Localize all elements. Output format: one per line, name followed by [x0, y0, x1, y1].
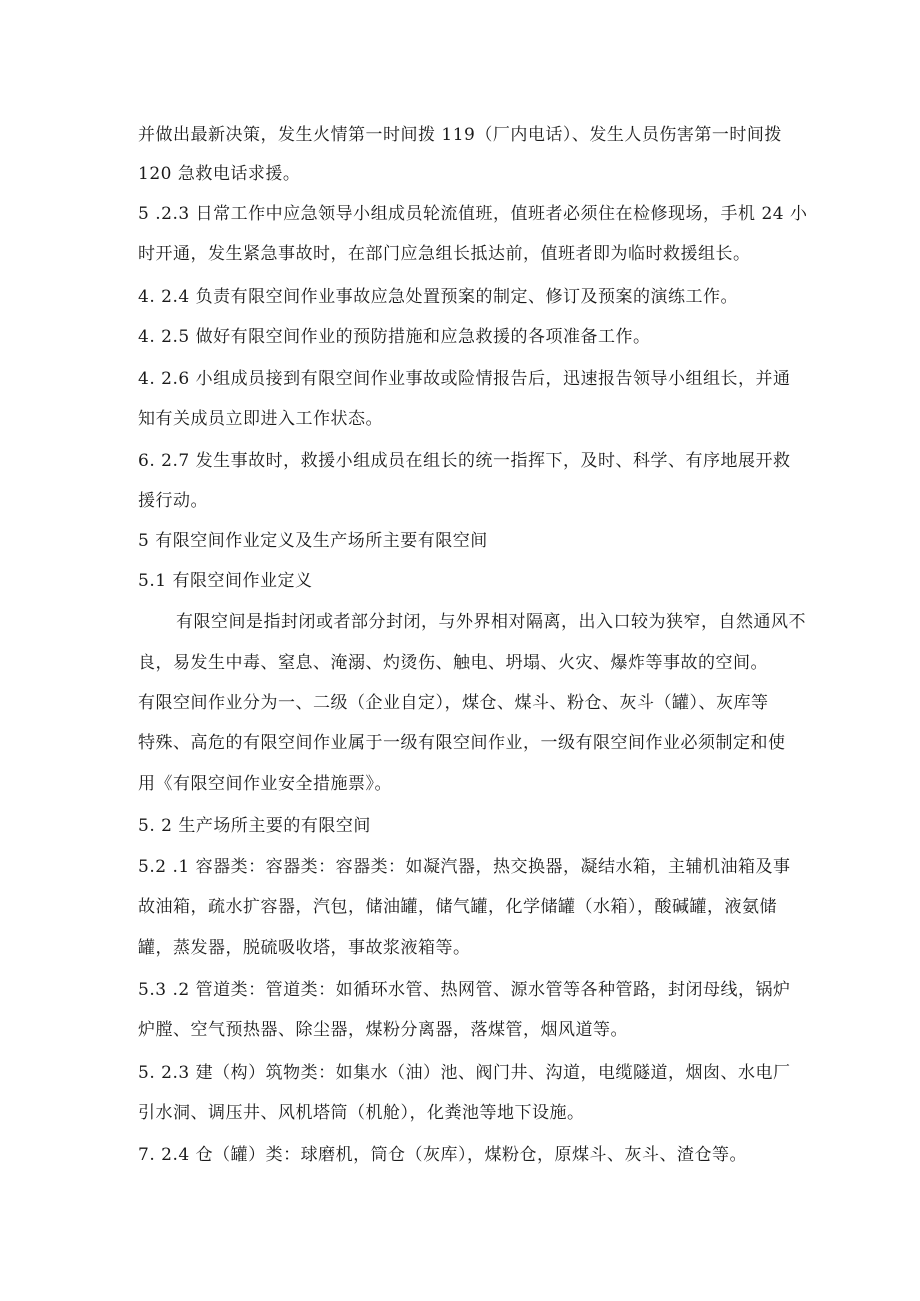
- text-line: 4. 2.4 负责有限空间作业事故应急处置预案的制定、修订及预案的演练工作。: [138, 287, 739, 307]
- text-line: 用《有限空间作业安全措施票》。: [138, 774, 392, 794]
- section-heading: 5 有限空间作业定义及生产场所主要有限空间: [138, 531, 488, 551]
- text-line: 援行动。: [138, 491, 208, 511]
- text-line: 有限空间作业分为一、二级（企业自定），煤仓、煤斗、粉仓、灰斗（罐）、灰库等: [138, 693, 769, 713]
- text-line: 5. 2.3 建（构）筑物类：如集水（油）池、阀门井、沟道，电缆隧道，烟囱、水电厂: [138, 1063, 791, 1083]
- text-line: 有限空间是指封闭或者部分封闭，与外界相对隔离，出入口较为狭窄，自然通风不: [176, 612, 806, 632]
- subsection-heading: 5.1 有限空间作业定义: [138, 571, 313, 591]
- text-line: 120 急救电话求援。: [138, 164, 301, 184]
- text-line: 特殊、高危的有限空间作业属于一级有限空间作业，一级有限空间作业必须制定和使: [138, 733, 786, 753]
- text-line: 知有关成员立即进入工作状态。: [138, 409, 383, 429]
- text-line: 4. 2.5 做好有限空间作业的预防措施和应急救援的各项准备工作。: [138, 327, 651, 347]
- text-line: 时开通，发生紧急事故时，在部门应急组长抵达前，值班者即为临时救援组长。: [138, 244, 751, 264]
- text-line: 5.2 .1 容器类：容器类：容器类：如凝汽器，热交换器，凝结水箱，主辅机油箱及事: [138, 857, 791, 877]
- text-line: 炉膛、空气预热器、除尘器，煤粉分离器，落煤管，烟风道等。: [138, 1020, 628, 1040]
- text-line: 良，易发生中毒、窒息、淹溺、灼烫伤、触电、坍塌、火灾、爆炸等事故的空间。: [138, 653, 768, 673]
- text-line: 6. 2.7 发生事故时，救援小组成员在组长的统一指挥下，及时、科学、有序地展开救: [138, 451, 791, 471]
- text-line: 5.3 .2 管道类：管道类：如循环水管、热网管、源水管等各种管路，封闭母线，锅炉: [138, 980, 791, 1000]
- text-line: 5 .2.3 日常工作中应急领导小组成员轮流值班，值班者必须住在检修现场，手机 24 小: [138, 204, 808, 224]
- text-line: 4. 2.6 小组成员接到有限空间作业事故或险情报告后，迅速报告领导小组组长，并通: [138, 369, 791, 389]
- text-line: 引水洞、调压井、风机塔筒（机舱），化粪池等地下设施。: [138, 1103, 585, 1123]
- text-line: 罐，蒸发器，脱硫吸收塔，事故浆液箱等。: [138, 938, 471, 958]
- text-line: 并做出最新决策，发生火情第一时间拨 119（厂内电话）、发生人员伤害第一时间拨: [138, 125, 782, 145]
- text-line: 7. 2.4 仓（罐）类：球磨机，筒仓（灰库），煤粉仓，原煤斗、灰斗、渣仓等。: [138, 1145, 748, 1165]
- subsection-heading: 5. 2 生产场所主要的有限空间: [138, 816, 371, 836]
- text-line: 故油箱，疏水扩容器，汽包，储油罐，储气罐，化学储罐（水箱），酸碱罐，液氨储: [138, 897, 777, 917]
